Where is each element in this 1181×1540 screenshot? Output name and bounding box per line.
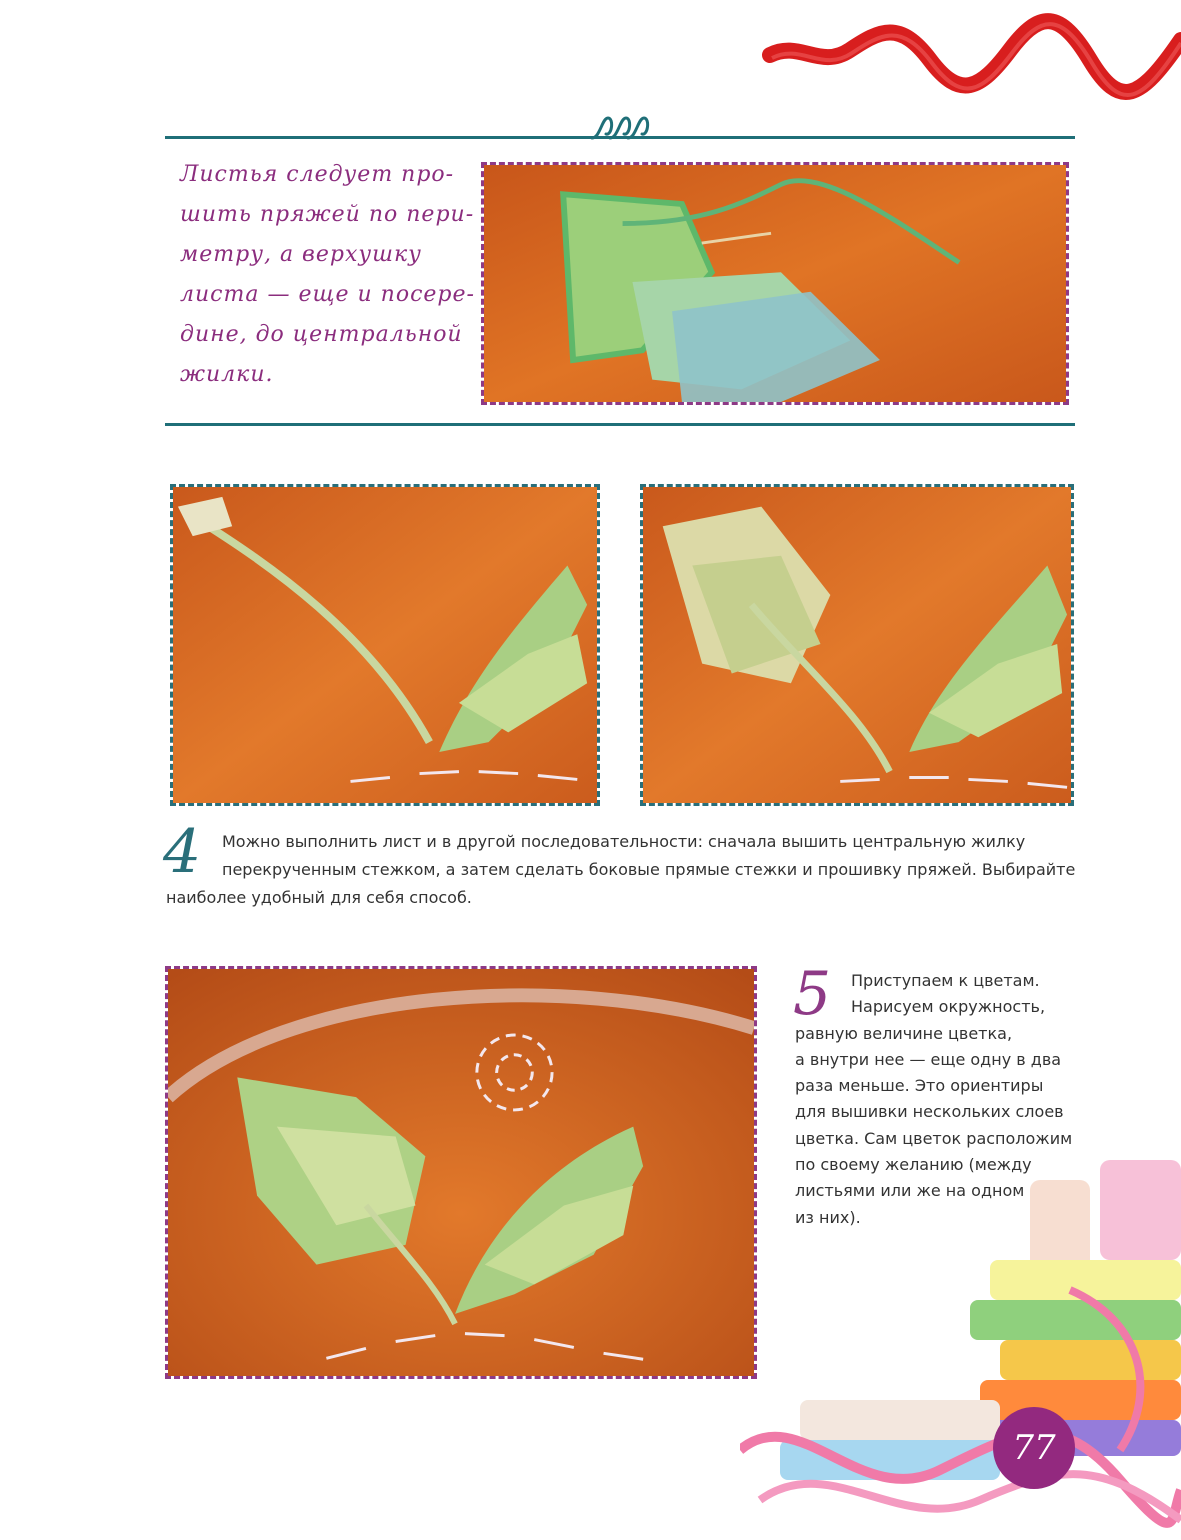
step5-line: по своему желанию (между	[795, 1155, 1032, 1175]
quote-line: листа — еще и посере-	[180, 282, 475, 307]
quote-line: метру, а верхушку	[180, 242, 422, 267]
step4-line: Можно выполнить лист и в другой последовательности: сначала вышить центральную жилку	[222, 832, 1026, 851]
step-number-5: 5	[793, 959, 832, 1029]
step-number-4: 4	[163, 817, 202, 887]
photo-flower-circle-outline	[165, 966, 757, 1379]
swirl-ornament-icon	[590, 108, 650, 140]
photo-two-leaves-step	[640, 484, 1074, 806]
step5-line: Приступаем к цветам.	[851, 971, 1040, 990]
quote-line: дине, до центральной	[180, 322, 463, 347]
step5-line: цветка. Сам цветок расположим	[795, 1128, 1073, 1148]
step4-line: наиболее удобный для себя способ.	[166, 888, 472, 907]
ribbon-spools-decoration	[740, 1150, 1181, 1535]
leaf-instruction-quote	[180, 155, 475, 395]
step5-line: для вышивки нескольких слоев	[795, 1102, 1064, 1122]
step4-text	[166, 828, 1076, 912]
step5-line: равную величине цветка,	[795, 1023, 1013, 1043]
quote-line: жилки.	[180, 362, 274, 387]
step5-line: а внутри нее — еще одну в два	[795, 1049, 1062, 1069]
step5-line: листьями или же на одном	[795, 1181, 1025, 1201]
quote-line: Листья следует про-	[180, 162, 455, 187]
middle-divider	[165, 423, 1075, 426]
step5-line: из них).	[795, 1207, 861, 1227]
quote-line: шить пряжей по пери-	[180, 202, 475, 227]
step4-line: перекрученным стежком, а затем сделать боковые прямые стежки и прошивку пряжей. Выбирайте	[222, 860, 1076, 879]
photo-leaf-yarn-outline	[481, 162, 1069, 405]
photo-leaf-stem-step	[170, 484, 600, 806]
page-number: 77	[993, 1407, 1075, 1489]
step5-line: раза меньше. Это ориентиры	[795, 1076, 1044, 1096]
step5-line: Нарисуем окружность,	[851, 997, 1046, 1017]
red-ribbon-decoration	[760, 0, 1181, 110]
